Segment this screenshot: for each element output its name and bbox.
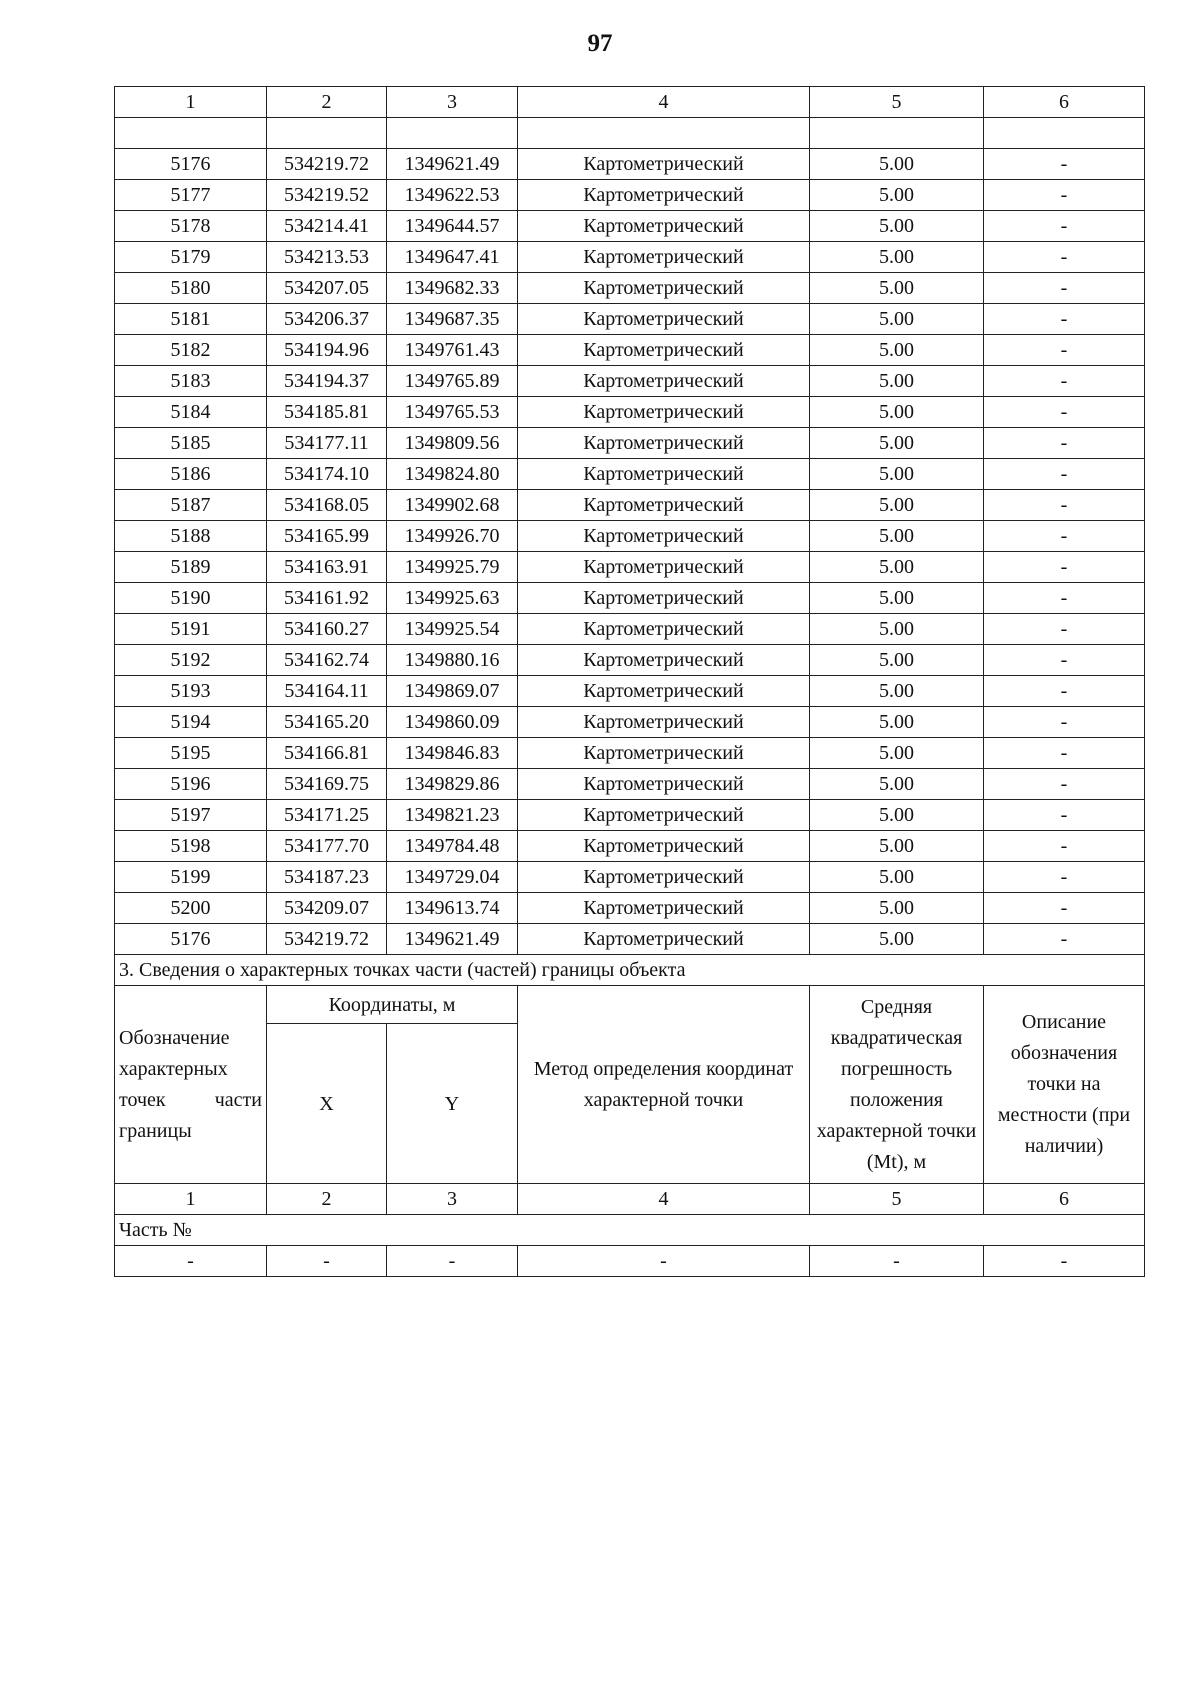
x-coordinate-cell: 534219.72: [267, 924, 387, 955]
method-cell: Картометрический: [518, 490, 810, 521]
method-cell: Картометрический: [518, 397, 810, 428]
x-coordinate-cell: 534214.41: [267, 211, 387, 242]
description-cell: -: [984, 304, 1145, 335]
point-number-cell: 5194: [115, 707, 267, 738]
method-cell: Картометрический: [518, 211, 810, 242]
x-coordinate-cell: 534174.10: [267, 459, 387, 490]
y-coordinate-cell: 1349644.57: [387, 211, 518, 242]
x-coordinate-cell: 534169.75: [267, 769, 387, 800]
point-number-cell: 5192: [115, 645, 267, 676]
description-cell: -: [984, 459, 1145, 490]
column-number: 4: [518, 1184, 810, 1215]
blank-row: [115, 118, 1145, 149]
method-cell: Картометрический: [518, 862, 810, 893]
method-cell: Картометрический: [518, 428, 810, 459]
table-row: [115, 428, 1145, 459]
error-cell: 5.00: [810, 583, 984, 614]
method-cell: Картометрический: [518, 366, 810, 397]
header-error: Средняя квадратическая погрешность положения характерной точки (Mt), м: [810, 986, 984, 1184]
error-cell: 5.00: [810, 366, 984, 397]
x-coordinate-cell: 534161.92: [267, 583, 387, 614]
method-cell: Картометрический: [518, 800, 810, 831]
section-title: 3. Сведения о характерных точках части (частей) границы объекта: [115, 955, 1145, 986]
method-cell: Картометрический: [518, 180, 810, 211]
empty-cell: -: [984, 1246, 1145, 1277]
point-number-cell: 5198: [115, 831, 267, 862]
header-x: X: [267, 1024, 387, 1184]
column-number-row: [115, 87, 1145, 118]
table-row: [115, 335, 1145, 366]
blank-cell: [984, 118, 1145, 149]
header-description: Описание обозначения точки на местности (при наличии): [984, 986, 1145, 1184]
empty-cell: -: [518, 1246, 810, 1277]
y-coordinate-cell: 1349860.09: [387, 707, 518, 738]
point-number-cell: 5181: [115, 304, 267, 335]
method-cell: Картометрический: [518, 552, 810, 583]
column-number: 2: [267, 87, 387, 118]
error-cell: 5.00: [810, 645, 984, 676]
point-number-cell: 5183: [115, 366, 267, 397]
description-cell: -: [984, 800, 1145, 831]
method-cell: Картометрический: [518, 242, 810, 273]
x-coordinate-cell: 534165.99: [267, 521, 387, 552]
point-number-cell: 5176: [115, 149, 267, 180]
y-coordinate-cell: 1349682.33: [387, 273, 518, 304]
error-cell: 5.00: [810, 335, 984, 366]
description-cell: -: [984, 211, 1145, 242]
column-number: 1: [115, 87, 267, 118]
point-number-cell: 5182: [115, 335, 267, 366]
table-row: [115, 583, 1145, 614]
method-cell: Картометрический: [518, 738, 810, 769]
y-coordinate-cell: 1349647.41: [387, 242, 518, 273]
point-number-cell: 5189: [115, 552, 267, 583]
table-row: [115, 645, 1145, 676]
description-cell: -: [984, 180, 1145, 211]
error-cell: 5.00: [810, 459, 984, 490]
point-number-cell: 5199: [115, 862, 267, 893]
x-coordinate-cell: 534171.25: [267, 800, 387, 831]
column-number: 4: [518, 87, 810, 118]
description-cell: -: [984, 862, 1145, 893]
description-cell: -: [984, 707, 1145, 738]
y-coordinate-cell: 1349824.80: [387, 459, 518, 490]
error-cell: 5.00: [810, 273, 984, 304]
x-coordinate-cell: 534207.05: [267, 273, 387, 304]
table-row: [115, 831, 1145, 862]
description-cell: -: [984, 490, 1145, 521]
y-coordinate-cell: 1349880.16: [387, 645, 518, 676]
header-designation: Обозначение характерных точек части границы: [115, 986, 267, 1184]
x-coordinate-cell: 534213.53: [267, 242, 387, 273]
part-label-row: [115, 1215, 1145, 1246]
column-number: 2: [267, 1184, 387, 1215]
method-cell: Картометрический: [518, 459, 810, 490]
point-number-cell: 5197: [115, 800, 267, 831]
table-row: [115, 459, 1145, 490]
description-cell: -: [984, 831, 1145, 862]
table-row: [115, 273, 1145, 304]
error-cell: 5.00: [810, 738, 984, 769]
description-cell: -: [984, 583, 1145, 614]
table-row: [115, 676, 1145, 707]
description-cell: -: [984, 645, 1145, 676]
point-number-cell: 5193: [115, 676, 267, 707]
error-cell: 5.00: [810, 552, 984, 583]
table-row: [115, 521, 1145, 552]
description-cell: -: [984, 676, 1145, 707]
description-cell: -: [984, 893, 1145, 924]
x-coordinate-cell: 534164.11: [267, 676, 387, 707]
table-row: [115, 769, 1145, 800]
column-number: 3: [387, 1184, 518, 1215]
y-coordinate-cell: 1349926.70: [387, 521, 518, 552]
error-cell: 5.00: [810, 180, 984, 211]
x-coordinate-cell: 534194.37: [267, 366, 387, 397]
x-coordinate-cell: 534219.52: [267, 180, 387, 211]
error-cell: 5.00: [810, 924, 984, 955]
error-cell: 5.00: [810, 893, 984, 924]
point-number-cell: 5176: [115, 924, 267, 955]
error-cell: 5.00: [810, 242, 984, 273]
header-y: Y: [387, 1024, 518, 1184]
table-row: [115, 924, 1145, 955]
description-cell: -: [984, 924, 1145, 955]
empty-cell: -: [267, 1246, 387, 1277]
method-cell: Картометрический: [518, 335, 810, 366]
x-coordinate-cell: 534166.81: [267, 738, 387, 769]
empty-cell: -: [810, 1246, 984, 1277]
blank-cell: [518, 118, 810, 149]
point-number-cell: 5187: [115, 490, 267, 521]
table-row: [115, 800, 1145, 831]
table-row: [115, 366, 1145, 397]
y-coordinate-cell: 1349809.56: [387, 428, 518, 459]
table-row: [115, 211, 1145, 242]
description-cell: -: [984, 242, 1145, 273]
point-number-cell: 5177: [115, 180, 267, 211]
blank-cell: [387, 118, 518, 149]
method-cell: Картометрический: [518, 645, 810, 676]
point-number-cell: 5191: [115, 614, 267, 645]
description-cell: -: [984, 521, 1145, 552]
point-number-cell: 5196: [115, 769, 267, 800]
column-number: 6: [984, 87, 1145, 118]
point-number-cell: 5179: [115, 242, 267, 273]
table-row: [115, 893, 1145, 924]
y-coordinate-cell: 1349765.53: [387, 397, 518, 428]
section-header-row-1: [115, 986, 1145, 1024]
method-cell: Картометрический: [518, 831, 810, 862]
description-cell: -: [984, 428, 1145, 459]
y-coordinate-cell: 1349765.89: [387, 366, 518, 397]
table-row: [115, 180, 1145, 211]
table-row: [115, 304, 1145, 335]
method-cell: Картометрический: [518, 893, 810, 924]
section-title-row: [115, 955, 1145, 986]
method-cell: Картометрический: [518, 273, 810, 304]
x-coordinate-cell: 534177.70: [267, 831, 387, 862]
description-cell: -: [984, 769, 1145, 800]
error-cell: 5.00: [810, 676, 984, 707]
error-cell: 5.00: [810, 707, 984, 738]
table-row: [115, 707, 1145, 738]
empty-cell: -: [387, 1246, 518, 1277]
description-cell: -: [984, 335, 1145, 366]
point-number-cell: 5178: [115, 211, 267, 242]
column-number: 1: [115, 1184, 267, 1215]
header-coordinates: Координаты, м: [267, 986, 518, 1024]
x-coordinate-cell: 534165.20: [267, 707, 387, 738]
point-number-cell: 5190: [115, 583, 267, 614]
x-coordinate-cell: 534209.07: [267, 893, 387, 924]
error-cell: 5.00: [810, 304, 984, 335]
description-cell: -: [984, 366, 1145, 397]
x-coordinate-cell: 534162.74: [267, 645, 387, 676]
y-coordinate-cell: 1349687.35: [387, 304, 518, 335]
blank-cell: [267, 118, 387, 149]
coordinates-table: [114, 86, 1145, 1277]
description-cell: -: [984, 552, 1145, 583]
y-coordinate-cell: 1349925.54: [387, 614, 518, 645]
x-coordinate-cell: 534163.91: [267, 552, 387, 583]
header-method: Метод определения координат характерной точки: [518, 986, 810, 1184]
error-cell: 5.00: [810, 831, 984, 862]
description-cell: -: [984, 738, 1145, 769]
description-cell: -: [984, 397, 1145, 428]
table-row: [115, 149, 1145, 180]
x-coordinate-cell: 534206.37: [267, 304, 387, 335]
blank-cell: [115, 118, 267, 149]
y-coordinate-cell: 1349784.48: [387, 831, 518, 862]
section-column-number-row: [115, 1184, 1145, 1215]
method-cell: Картометрический: [518, 614, 810, 645]
x-coordinate-cell: 534160.27: [267, 614, 387, 645]
point-number-cell: 5200: [115, 893, 267, 924]
empty-part-row: [115, 1246, 1145, 1277]
x-coordinate-cell: 534219.72: [267, 149, 387, 180]
x-coordinate-cell: 534187.23: [267, 862, 387, 893]
part-label: Часть №: [115, 1215, 1145, 1246]
table-row: [115, 614, 1145, 645]
error-cell: 5.00: [810, 614, 984, 645]
method-cell: Картометрический: [518, 676, 810, 707]
method-cell: Картометрический: [518, 149, 810, 180]
description-cell: -: [984, 273, 1145, 304]
x-coordinate-cell: 534194.96: [267, 335, 387, 366]
error-cell: 5.00: [810, 769, 984, 800]
y-coordinate-cell: 1349869.07: [387, 676, 518, 707]
method-cell: Картометрический: [518, 924, 810, 955]
x-coordinate-cell: 534177.11: [267, 428, 387, 459]
y-coordinate-cell: 1349761.43: [387, 335, 518, 366]
table-row: [115, 552, 1145, 583]
x-coordinate-cell: 534185.81: [267, 397, 387, 428]
table-row: [115, 490, 1145, 521]
y-coordinate-cell: 1349729.04: [387, 862, 518, 893]
y-coordinate-cell: 1349846.83: [387, 738, 518, 769]
description-cell: -: [984, 149, 1145, 180]
error-cell: 5.00: [810, 428, 984, 459]
description-cell: -: [984, 614, 1145, 645]
y-coordinate-cell: 1349821.23: [387, 800, 518, 831]
blank-cell: [810, 118, 984, 149]
table-row: [115, 242, 1145, 273]
method-cell: Картометрический: [518, 521, 810, 552]
method-cell: Картометрический: [518, 583, 810, 614]
y-coordinate-cell: 1349621.49: [387, 924, 518, 955]
point-number-cell: 5184: [115, 397, 267, 428]
table-row: [115, 862, 1145, 893]
empty-cell: -: [115, 1246, 267, 1277]
y-coordinate-cell: 1349829.86: [387, 769, 518, 800]
y-coordinate-cell: 1349622.53: [387, 180, 518, 211]
y-coordinate-cell: 1349925.63: [387, 583, 518, 614]
error-cell: 5.00: [810, 397, 984, 428]
column-number: 5: [810, 87, 984, 118]
table-row: [115, 397, 1145, 428]
table-row: [115, 738, 1145, 769]
method-cell: Картометрический: [518, 707, 810, 738]
point-number-cell: 5180: [115, 273, 267, 304]
column-number: 5: [810, 1184, 984, 1215]
y-coordinate-cell: 1349613.74: [387, 893, 518, 924]
error-cell: 5.00: [810, 521, 984, 552]
point-number-cell: 5188: [115, 521, 267, 552]
error-cell: 5.00: [810, 862, 984, 893]
method-cell: Картометрический: [518, 769, 810, 800]
column-number: 6: [984, 1184, 1145, 1215]
error-cell: 5.00: [810, 800, 984, 831]
y-coordinate-cell: 1349925.79: [387, 552, 518, 583]
y-coordinate-cell: 1349902.68: [387, 490, 518, 521]
error-cell: 5.00: [810, 490, 984, 521]
point-number-cell: 5185: [115, 428, 267, 459]
x-coordinate-cell: 534168.05: [267, 490, 387, 521]
error-cell: 5.00: [810, 211, 984, 242]
method-cell: Картометрический: [518, 304, 810, 335]
coordinates-table-body: [115, 87, 1145, 1277]
column-number: 3: [387, 87, 518, 118]
page-number: 97: [587, 30, 613, 57]
point-number-cell: 5195: [115, 738, 267, 769]
point-number-cell: 5186: [115, 459, 267, 490]
y-coordinate-cell: 1349621.49: [387, 149, 518, 180]
error-cell: 5.00: [810, 149, 984, 180]
